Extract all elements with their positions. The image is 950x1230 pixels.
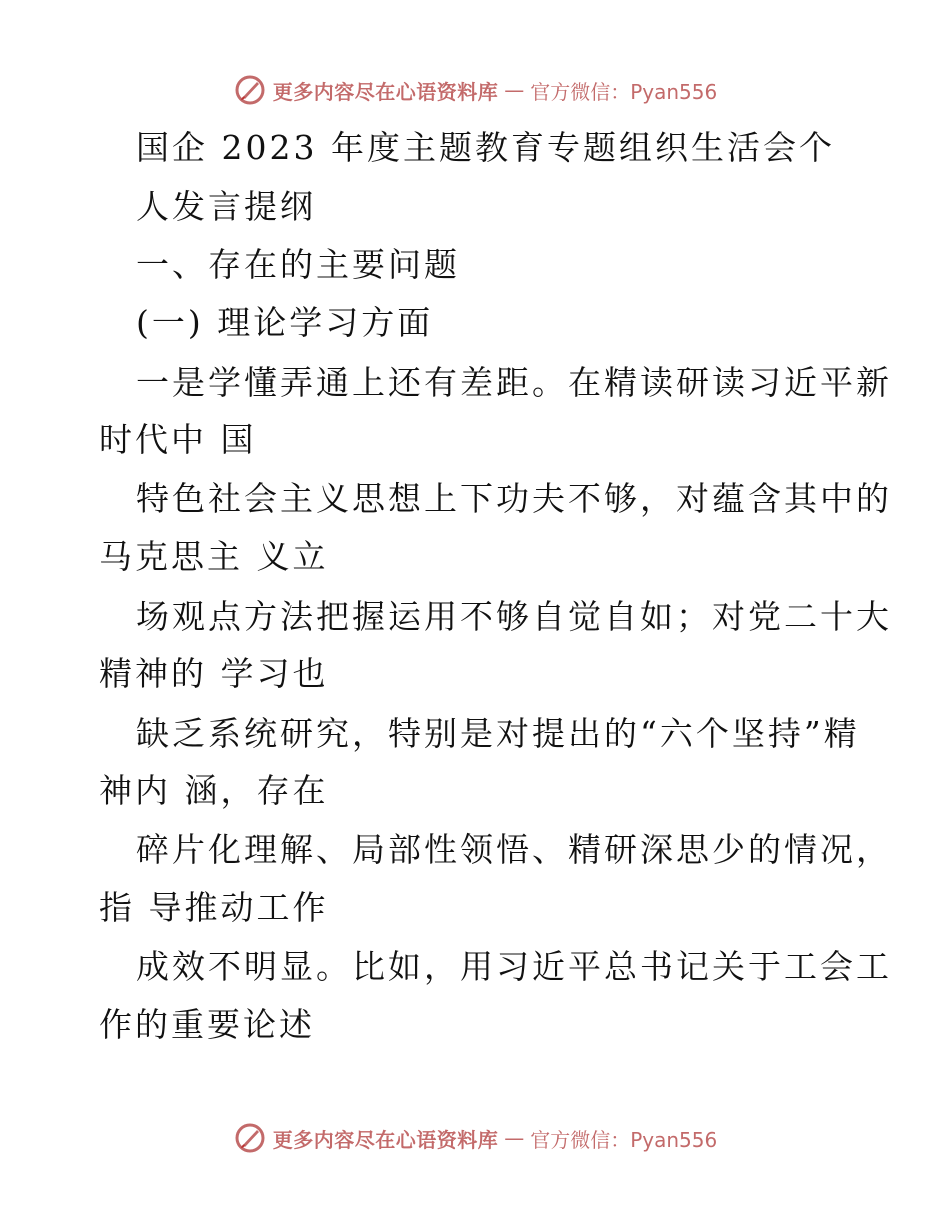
watermark-text: 更多内容尽在心语资料库 <box>272 79 499 104</box>
watermark-text: 更多内容尽在心语资料库 <box>272 1127 499 1152</box>
brush-logo-icon <box>233 1121 267 1155</box>
paragraph-line: 神内 涵，存在 <box>99 771 329 810</box>
watermark-dash: — <box>504 78 525 102</box>
paragraph-line: 特色社会主义思想上下功夫不够，对蕴含其中的 <box>136 479 892 518</box>
watermark-contact: 官方微信：Pyan556 <box>530 1127 718 1152</box>
paragraph-line: 指 导推动工作 <box>99 888 329 927</box>
paragraph-line: 马克思主 义立 <box>99 537 329 576</box>
paragraph-line: 场观点方法把握运用不够自觉自如；对党二十大 <box>136 597 892 636</box>
paragraph-line: 缺乏系统研究，特别是对提出的“六个坚持”精 <box>136 714 860 753</box>
watermark-dash: — <box>504 1126 525 1150</box>
watermark-contact: 官方微信：Pyan556 <box>530 79 718 104</box>
paragraph-line: 一是学懂弄通上还有差距。在精读研读习近平新 <box>136 363 892 402</box>
paragraph-line: 作的重要论述 <box>99 1005 315 1044</box>
footer-watermark <box>0 1118 950 1158</box>
paragraph-line: 时代中 国 <box>99 420 257 459</box>
paragraph-line: 碎片化理解、局部性领悟、精研深思少的情况， <box>136 830 892 869</box>
paragraph-line: 精神的 学习也 <box>99 654 329 693</box>
section-heading: 一、存在的主要问题 <box>136 245 460 284</box>
document-title-line-2: 人发言提纲 <box>136 187 316 226</box>
subsection-heading: (一) 理论学习方面 <box>136 303 434 342</box>
paragraph-line: 成效不明显。比如，用习近平总书记关于工会工 <box>136 947 892 986</box>
document-title-line-1: 国企 2023 年度主题教育专题组织生活会个 <box>136 128 835 167</box>
